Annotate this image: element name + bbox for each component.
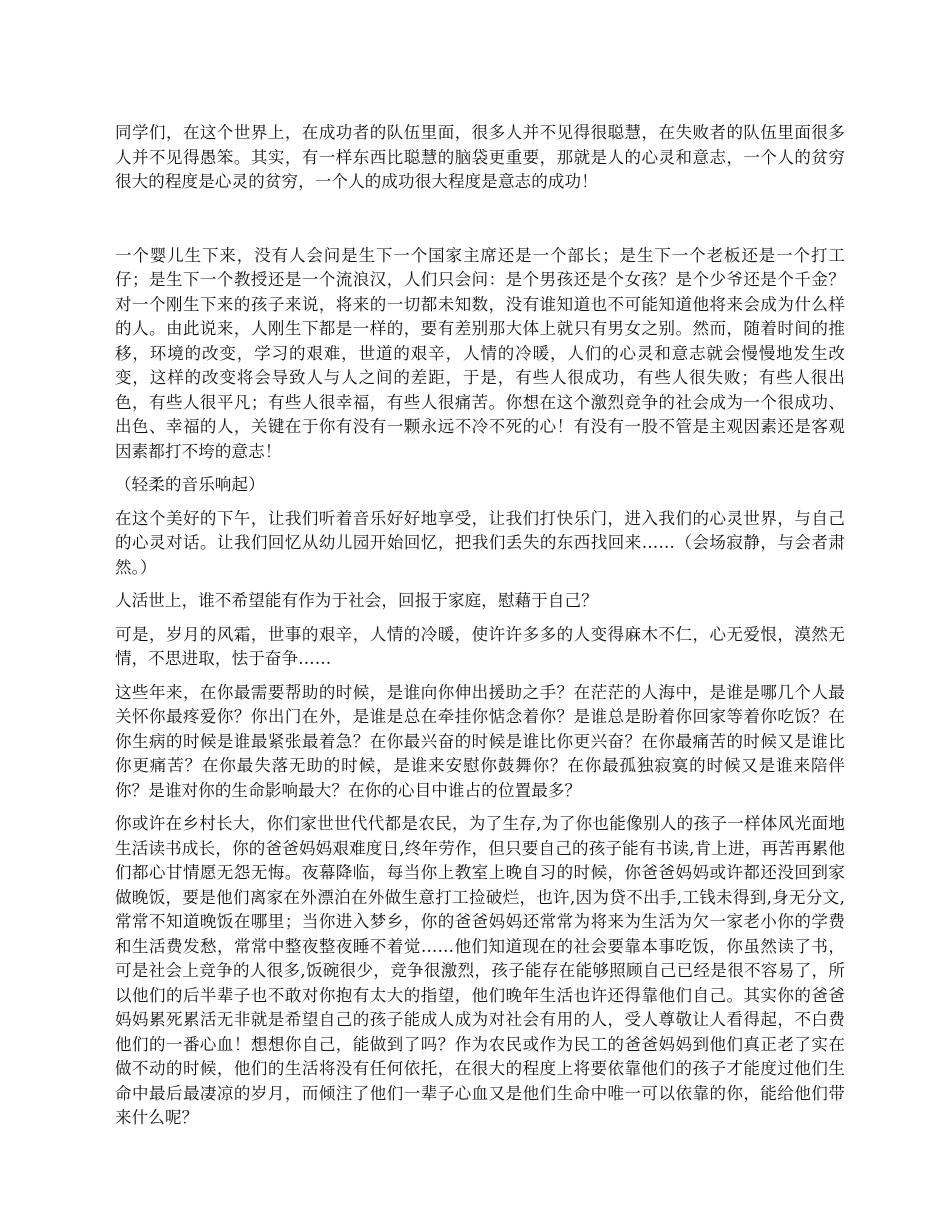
paragraph-baby: 一个婴儿生下来，没有人会问是生下一个国家主席还是一个部长；是生下一个老板还是一个打工仔；是生下一个教授还是一个流浪汉，人们只会问：是个男孩还是个女孩？是个少爷还是个千金？对一个刚生下来的孩子来说，将来的一切都未知数，没有谁知道也不可能知道他将来会成为什么样的人。由此说来，人刚生下都是一样的，要有差别那大体上就只有男女之别。然而，随着时间的推移，环境的改变，学习的艰难，世道的艰辛，人情的冷暖，人们的心灵和意志就会慢慢地发生改变，这样的改变将会导致人与人之间的差距，于是，有些人很成功，有些人很失败；有些人很出色，有些人很平凡；有些人很幸福，有些人很痛苦。你想在这个激烈竞争的社会成为一个很成功、出色、幸福的人，关键在于你有没有一颗永远不冷不死的心！有没有一股不管是主观因素还是客观因素都打不垮的意志！ xyxy=(115,245,845,461)
paragraph-afternoon: 在这个美好的下午，让我们听着音乐好好地享受，让我们打快乐门，进入我们的心灵世界，与自己的心灵对话。让我们回忆从幼儿园开始回忆，把我们丢失的东西找回来……（会场寂静，与会者肃然。） xyxy=(115,508,845,577)
paragraph-who-cares: 这些年来，在你最需要帮助的时候，是谁向你伸出援助之手？在茫茫的人海中，是谁是哪几个人最关怀你最疼爱你？你出门在外，是谁是总在牵挂你惦念着你？是谁总是盼着你回家等着你吃饭？在你生病的时候是谁最紧张最着急？在你最兴奋的时候是谁比你更兴奋？在你最痛苦的时候又是谁比你更痛苦？在你最失落无助的时候，是谁来安慰你鼓舞你？在你最孤独寂寞的时候又是谁来陪伴你？是谁对你的生命影响最大？在你的心目中谁占的位置最多？ xyxy=(115,682,845,800)
paragraph-stage-direction-music: （轻柔的音乐响起） xyxy=(115,475,265,494)
paragraph-intro: 同学们，在这个世界上，在成功者的队伍里面，很多人并不见得很聪慧，在失败者的队伍里面很多人并不见得愚笨。其实，有一样东西比聪慧的脑袋更重要，那就是人的心灵和意志，一个人的贫穷很大的程度是心灵的贫穷，一个人的成功很大程度是意志的成功！ xyxy=(115,123,845,191)
document-body xyxy=(115,121,845,1131)
paragraph-parents: 你或许在乡村长大，你们家世世代代都是农民，为了生存,为了你也能像别人的孩子一样体风光面地生活读书成长，你的爸爸妈妈艰难度日,终年劳作，但只要自己的孩子能有书读,肯上进，再苦再累他们都心甘情愿无怨无悔。夜幕降临，每当你上教室上晚自习的时候，你爸爸妈妈或许都还没回到家做晚饭，要是他们离家在外漂泊在外做生意打工捡破烂，也许,因为贷不出手,工钱未得到,身无分文,常常不知道晚饭在哪里；当你进入梦乡，你的爸爸妈妈还常常为将来为生活为欠一家老小你的学费和生活费发愁，常常中整夜整夜睡不着觉……他们知道现在的社会要靠本事吃饭，你虽然读了书，可是社会上竞争的人很多,饭碗很少，竞争很激烈，孩子能存在能够照顾自己已经是很不容易了，所以他们的后半辈子也不敢对你抱有太大的指望，他们晚年生活也许还得靠他们自己。其实你的爸爸妈妈累死累活无非就是希望自己的孩子能成人成为对社会有用的人，受人尊敬让人看得起，不白费他们的一番心血！想想你自己，能做到了吗？作为农民或作为民工的爸爸妈妈到他们真正老了实在做不动的时候，他们的生活将没有任何依托，在很大的程度上将要依靠他们的孩子才能度过他们生命中最后最凄凉的岁月，而倾注了他们一辈子心血又是他们生命中唯一可以依靠的你，能给他们带来什么呢？ xyxy=(115,814,845,1127)
paragraph-hardship: 可是，岁月的风霜，世事的艰辛，人情的冷暖，使许许多多的人变得麻木不仁，心无爱恨，漠然无情，不思进取，怯于奋争…… xyxy=(115,624,845,668)
paragraph-life-question: 人活世上，谁不希望能有作为于社会，回报于家庭，慰藉于自己？ xyxy=(115,591,598,610)
